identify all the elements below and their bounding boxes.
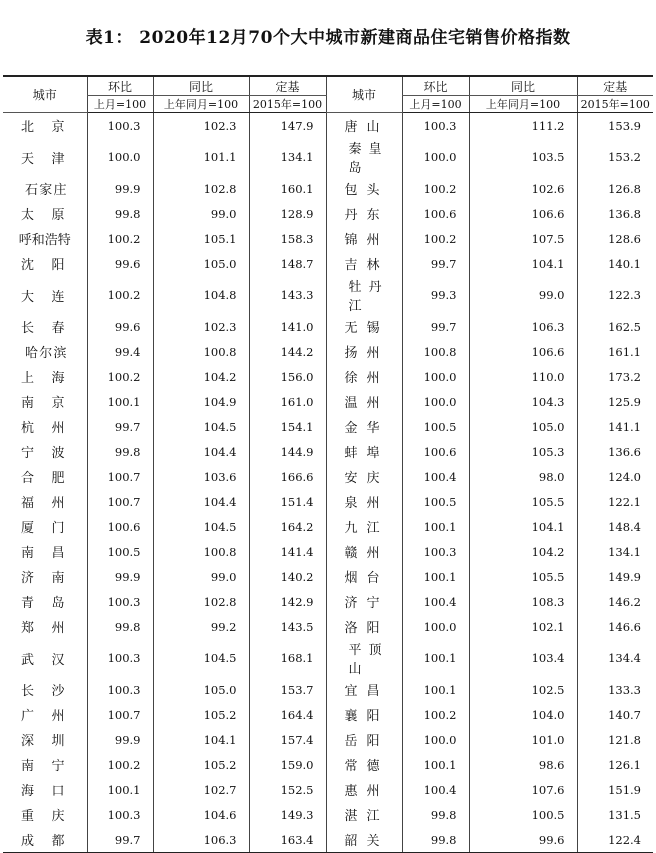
hb-value-right: 99.7	[402, 251, 469, 276]
tb-value-left: 104.5	[153, 414, 249, 439]
tb-value-left: 104.5	[153, 514, 249, 539]
tb-value-left: 105.0	[153, 251, 249, 276]
table-row	[3, 339, 653, 364]
tb-value-right: 106.6	[469, 201, 577, 226]
city-name-right: 锦州	[326, 226, 402, 251]
tb-value-left: 105.2	[153, 752, 249, 777]
city-name-left: 厦门	[21, 521, 65, 536]
tb-value-right: 104.1	[469, 251, 577, 276]
tb-value-right: 105.0	[469, 414, 577, 439]
tb-value-right: 110.0	[469, 364, 577, 389]
tb-value-left: 104.8	[153, 276, 249, 314]
dj-value-right: 124.0	[577, 464, 653, 489]
dj-value-right: 134.1	[577, 539, 653, 564]
city-name-right: 包头	[326, 176, 402, 201]
tb-value-left: 102.7	[153, 777, 249, 802]
table-row	[3, 414, 653, 439]
header-hb-left: 环比	[87, 76, 153, 96]
hb-value-left: 99.7	[87, 827, 153, 853]
table-row	[3, 639, 653, 677]
city-name-left: 天津	[21, 151, 65, 167]
hb-value-left: 99.8	[87, 439, 153, 464]
table-row	[3, 251, 653, 276]
city-name-left: 长沙	[21, 684, 65, 699]
tb-value-right: 103.5	[469, 138, 577, 176]
hb-value-left: 100.5	[87, 539, 153, 564]
city-name-right: 泉州	[326, 489, 402, 514]
table-header	[3, 76, 653, 113]
hb-value-left: 99.4	[87, 339, 153, 364]
dj-value-right: 146.6	[577, 614, 653, 639]
table-row	[3, 439, 653, 464]
city-name-left: 福州	[21, 496, 65, 511]
tb-value-left: 104.5	[153, 639, 249, 677]
dj-value-right: 162.5	[577, 314, 653, 339]
tb-value-right: 105.5	[469, 489, 577, 514]
city-name-left: 石家庄	[25, 183, 67, 198]
hb-value-right: 100.6	[402, 439, 469, 464]
dj-value-right: 126.8	[577, 176, 653, 201]
hb-value-left: 99.9	[87, 727, 153, 752]
table-row	[3, 389, 653, 414]
city-name-right: 岳阳	[326, 727, 402, 752]
tb-value-left: 99.0	[153, 201, 249, 226]
price-index-table	[3, 75, 653, 853]
dj-value-right: 136.6	[577, 439, 653, 464]
tb-value-left: 100.8	[153, 539, 249, 564]
dj-value-left: 161.0	[249, 389, 326, 414]
tb-value-left: 99.0	[153, 564, 249, 589]
hb-value-right: 99.8	[402, 827, 469, 853]
hb-value-left: 100.0	[87, 138, 153, 176]
table-row	[3, 677, 653, 702]
dj-value-right: 140.1	[577, 251, 653, 276]
tb-value-right: 99.0	[469, 276, 577, 314]
city-name-left: 太原	[21, 208, 65, 223]
header-tb-right: 同比	[469, 76, 577, 96]
dj-value-right: 134.4	[577, 639, 653, 677]
city-name-left: 宁波	[21, 446, 65, 461]
hb-value-right: 100.4	[402, 464, 469, 489]
hb-value-right: 100.1	[402, 564, 469, 589]
hb-value-left: 100.2	[87, 226, 153, 251]
dj-value-right: 151.9	[577, 777, 653, 802]
table-row	[3, 727, 653, 752]
header-hb-right: 环比	[402, 76, 469, 96]
dj-value-right: 136.8	[577, 201, 653, 226]
city-name-left: 郑州	[21, 621, 65, 636]
tb-value-left: 104.9	[153, 389, 249, 414]
tb-value-right: 104.3	[469, 389, 577, 414]
dj-value-left: 142.9	[249, 589, 326, 614]
hb-value-left: 100.1	[87, 389, 153, 414]
dj-value-right: 141.1	[577, 414, 653, 439]
table-body	[3, 113, 653, 853]
dj-value-right: 126.1	[577, 752, 653, 777]
tb-value-left: 104.2	[153, 364, 249, 389]
city-name-left: 哈尔滨	[25, 346, 67, 361]
tb-value-left: 102.3	[153, 314, 249, 339]
dj-value-left: 158.3	[249, 226, 326, 251]
hb-value-right: 100.1	[402, 677, 469, 702]
hb-value-left: 100.3	[87, 113, 153, 139]
table-row	[3, 489, 653, 514]
header-dj-left: 定基	[249, 76, 326, 96]
dj-value-right: 161.1	[577, 339, 653, 364]
hb-value-left: 100.2	[87, 752, 153, 777]
tb-value-left: 100.8	[153, 339, 249, 364]
city-name-left: 合肥	[21, 471, 65, 486]
table-row	[3, 364, 653, 389]
dj-value-right: 173.2	[577, 364, 653, 389]
tb-value-right: 102.5	[469, 677, 577, 702]
tb-value-left: 101.1	[153, 138, 249, 176]
hb-value-left: 99.8	[87, 201, 153, 226]
city-name-right: 常德	[326, 752, 402, 777]
city-name-left: 长春	[21, 321, 65, 336]
tb-value-right: 107.6	[469, 777, 577, 802]
dj-value-left: 140.2	[249, 564, 326, 589]
city-name-left: 南京	[21, 396, 65, 411]
tb-value-right: 105.3	[469, 439, 577, 464]
dj-value-left: 152.5	[249, 777, 326, 802]
table-row	[3, 564, 653, 589]
header-dj-sub-right: 2015年=100	[577, 96, 653, 113]
city-name-left: 武汉	[21, 652, 65, 668]
hb-value-left: 99.9	[87, 564, 153, 589]
hb-value-left: 99.9	[87, 176, 153, 201]
tb-value-right: 104.2	[469, 539, 577, 564]
city-name-left: 重庆	[21, 809, 65, 824]
city-name-right: 丹东	[326, 201, 402, 226]
city-name-left: 上海	[21, 371, 65, 386]
header-city-left: 城市	[3, 76, 87, 113]
table-row	[3, 464, 653, 489]
hb-value-right: 100.1	[402, 514, 469, 539]
tb-value-right: 111.2	[469, 113, 577, 139]
dj-value-left: 166.6	[249, 464, 326, 489]
dj-value-right: 125.9	[577, 389, 653, 414]
hb-value-left: 99.7	[87, 414, 153, 439]
table-row	[3, 113, 653, 139]
hb-value-left: 99.8	[87, 614, 153, 639]
header-tb-sub-right: 上年同月=100	[469, 96, 577, 113]
city-name-right: 秦皇岛	[326, 138, 402, 176]
city-name-right: 扬州	[326, 339, 402, 364]
dj-value-left: 156.0	[249, 364, 326, 389]
dj-value-right: 146.2	[577, 589, 653, 614]
hb-value-left: 100.3	[87, 639, 153, 677]
header-dj-right: 定基	[577, 76, 653, 96]
dj-value-left: 153.7	[249, 677, 326, 702]
table-row	[3, 138, 653, 176]
tb-value-right: 103.4	[469, 639, 577, 677]
hb-value-right: 100.6	[402, 201, 469, 226]
dj-value-right: 122.1	[577, 489, 653, 514]
hb-value-right: 100.0	[402, 389, 469, 414]
city-name-left: 海口	[21, 784, 65, 799]
hb-value-left: 99.6	[87, 251, 153, 276]
tb-value-left: 104.1	[153, 727, 249, 752]
header-dj-sub-left: 2015年=100	[249, 96, 326, 113]
city-name-right: 襄阳	[326, 702, 402, 727]
hb-value-left: 99.6	[87, 314, 153, 339]
dj-value-left: 128.9	[249, 201, 326, 226]
tb-value-right: 106.3	[469, 314, 577, 339]
dj-value-left: 164.2	[249, 514, 326, 539]
dj-value-left: 157.4	[249, 727, 326, 752]
hb-value-left: 100.3	[87, 677, 153, 702]
dj-value-right: 140.7	[577, 702, 653, 727]
tb-value-right: 104.1	[469, 514, 577, 539]
dj-value-left: 141.4	[249, 539, 326, 564]
hb-value-right: 100.2	[402, 226, 469, 251]
hb-value-left: 100.3	[87, 802, 153, 827]
city-name-left: 青岛	[21, 596, 65, 611]
hb-value-right: 100.0	[402, 614, 469, 639]
tb-value-right: 108.3	[469, 589, 577, 614]
table-row	[3, 702, 653, 727]
hb-value-right: 100.3	[402, 539, 469, 564]
city-name-left: 杭州	[21, 421, 65, 436]
hb-value-right: 100.1	[402, 639, 469, 677]
dj-value-right: 122.3	[577, 276, 653, 314]
hb-value-left: 100.2	[87, 276, 153, 314]
city-name-left: 呼和浩特	[18, 233, 71, 248]
dj-value-left: 143.3	[249, 276, 326, 314]
table-row	[3, 589, 653, 614]
tb-value-left: 104.4	[153, 489, 249, 514]
city-name-left: 南昌	[21, 546, 65, 561]
hb-value-left: 100.2	[87, 364, 153, 389]
dj-value-left: 149.3	[249, 802, 326, 827]
tb-value-right: 104.0	[469, 702, 577, 727]
dj-value-left: 144.2	[249, 339, 326, 364]
dj-value-left: 148.7	[249, 251, 326, 276]
dj-value-right: 148.4	[577, 514, 653, 539]
hb-value-right: 100.0	[402, 727, 469, 752]
table-row	[3, 514, 653, 539]
hb-value-right: 100.2	[402, 702, 469, 727]
dj-value-right: 131.5	[577, 802, 653, 827]
hb-value-right: 100.3	[402, 113, 469, 139]
city-name-right: 湛江	[326, 802, 402, 827]
tb-value-right: 102.6	[469, 176, 577, 201]
table-row	[3, 827, 653, 853]
dj-value-left: 154.1	[249, 414, 326, 439]
table-row	[3, 276, 653, 314]
city-name-right: 蚌埠	[326, 439, 402, 464]
tb-value-right: 102.1	[469, 614, 577, 639]
city-name-left: 大连	[21, 289, 65, 305]
hb-value-left: 100.1	[87, 777, 153, 802]
dj-value-left: 159.0	[249, 752, 326, 777]
city-name-right: 惠州	[326, 777, 402, 802]
table-row	[3, 314, 653, 339]
dj-value-left: 168.1	[249, 639, 326, 677]
dj-value-left: 134.1	[249, 138, 326, 176]
tb-value-left: 103.6	[153, 464, 249, 489]
dj-value-right: 153.9	[577, 113, 653, 139]
hb-value-right: 100.1	[402, 752, 469, 777]
tb-value-left: 105.1	[153, 226, 249, 251]
tb-value-left: 106.3	[153, 827, 249, 853]
table-row	[3, 777, 653, 802]
dj-value-left: 144.9	[249, 439, 326, 464]
hb-value-right: 99.8	[402, 802, 469, 827]
city-name-right: 烟台	[326, 564, 402, 589]
city-name-right: 唐山	[326, 113, 402, 139]
city-name-left: 北京	[21, 120, 65, 135]
header-hb-sub-right: 上月=100	[402, 96, 469, 113]
city-name-right: 吉林	[326, 251, 402, 276]
city-name-right: 平顶山	[326, 639, 402, 677]
table-row	[3, 752, 653, 777]
city-name-left: 济南	[21, 571, 65, 586]
dj-value-left: 163.4	[249, 827, 326, 853]
city-name-right: 九江	[326, 514, 402, 539]
city-name-right: 宜昌	[326, 677, 402, 702]
hb-value-right: 99.7	[402, 314, 469, 339]
tb-value-right: 107.5	[469, 226, 577, 251]
hb-value-right: 100.2	[402, 176, 469, 201]
city-name-right: 牡丹江	[326, 276, 402, 314]
dj-value-right: 149.9	[577, 564, 653, 589]
hb-value-right: 100.4	[402, 589, 469, 614]
hb-value-right: 100.0	[402, 138, 469, 176]
hb-value-left: 100.7	[87, 702, 153, 727]
tb-value-left: 105.0	[153, 677, 249, 702]
dj-value-left: 151.4	[249, 489, 326, 514]
hb-value-left: 100.6	[87, 514, 153, 539]
tb-value-left: 102.8	[153, 589, 249, 614]
tb-value-left: 104.6	[153, 802, 249, 827]
hb-value-right: 100.5	[402, 414, 469, 439]
header-hb-sub-left: 上月=100	[87, 96, 153, 113]
dj-value-left: 141.0	[249, 314, 326, 339]
hb-value-left: 100.7	[87, 464, 153, 489]
city-name-left: 沈阳	[21, 258, 65, 273]
table-row	[3, 176, 653, 201]
city-name-right: 温州	[326, 389, 402, 414]
page-title: 表1： 2020年12月70个大中城市新建商品住宅销售价格指数	[85, 28, 571, 48]
hb-value-left: 100.3	[87, 589, 153, 614]
hb-value-left: 100.7	[87, 489, 153, 514]
tb-value-right: 98.0	[469, 464, 577, 489]
dj-value-right: 153.2	[577, 138, 653, 176]
table-row	[3, 226, 653, 251]
tb-value-left: 99.2	[153, 614, 249, 639]
table-row	[3, 614, 653, 639]
city-name-right: 韶关	[326, 827, 402, 853]
city-name-left: 广州	[21, 709, 65, 724]
hb-value-right: 100.4	[402, 777, 469, 802]
city-name-right: 徐州	[326, 364, 402, 389]
tb-value-right: 100.5	[469, 802, 577, 827]
tb-value-left: 105.2	[153, 702, 249, 727]
tb-value-right: 101.0	[469, 727, 577, 752]
dj-value-right: 121.8	[577, 727, 653, 752]
dj-value-left: 164.4	[249, 702, 326, 727]
header-tb-left: 同比	[153, 76, 249, 96]
tb-value-left: 104.4	[153, 439, 249, 464]
city-name-right: 济宁	[326, 589, 402, 614]
tb-value-right: 106.6	[469, 339, 577, 364]
city-name-left: 南宁	[21, 759, 65, 774]
city-name-right: 安庆	[326, 464, 402, 489]
dj-value-left: 147.9	[249, 113, 326, 139]
tb-value-left: 102.8	[153, 176, 249, 201]
city-name-left: 成都	[3, 827, 87, 853]
hb-value-right: 100.5	[402, 489, 469, 514]
dj-value-right: 133.3	[577, 677, 653, 702]
header-tb-sub-left: 上年同月=100	[153, 96, 249, 113]
header-city-right: 城市	[326, 76, 402, 113]
hb-value-right: 100.8	[402, 339, 469, 364]
dj-value-right: 122.4	[577, 827, 653, 853]
tb-value-left: 102.3	[153, 113, 249, 139]
city-name-right: 金华	[326, 414, 402, 439]
hb-value-right: 100.0	[402, 364, 469, 389]
city-name-left: 深圳	[21, 734, 65, 749]
tb-value-right: 99.6	[469, 827, 577, 853]
table-row	[3, 539, 653, 564]
dj-value-left: 160.1	[249, 176, 326, 201]
hb-value-right: 99.3	[402, 276, 469, 314]
city-name-right: 赣州	[326, 539, 402, 564]
dj-value-right: 128.6	[577, 226, 653, 251]
city-name-right: 无锡	[326, 314, 402, 339]
tb-value-right: 98.6	[469, 752, 577, 777]
table-row	[3, 201, 653, 226]
dj-value-left: 143.5	[249, 614, 326, 639]
tb-value-right: 105.5	[469, 564, 577, 589]
city-name-right: 洛阳	[326, 614, 402, 639]
